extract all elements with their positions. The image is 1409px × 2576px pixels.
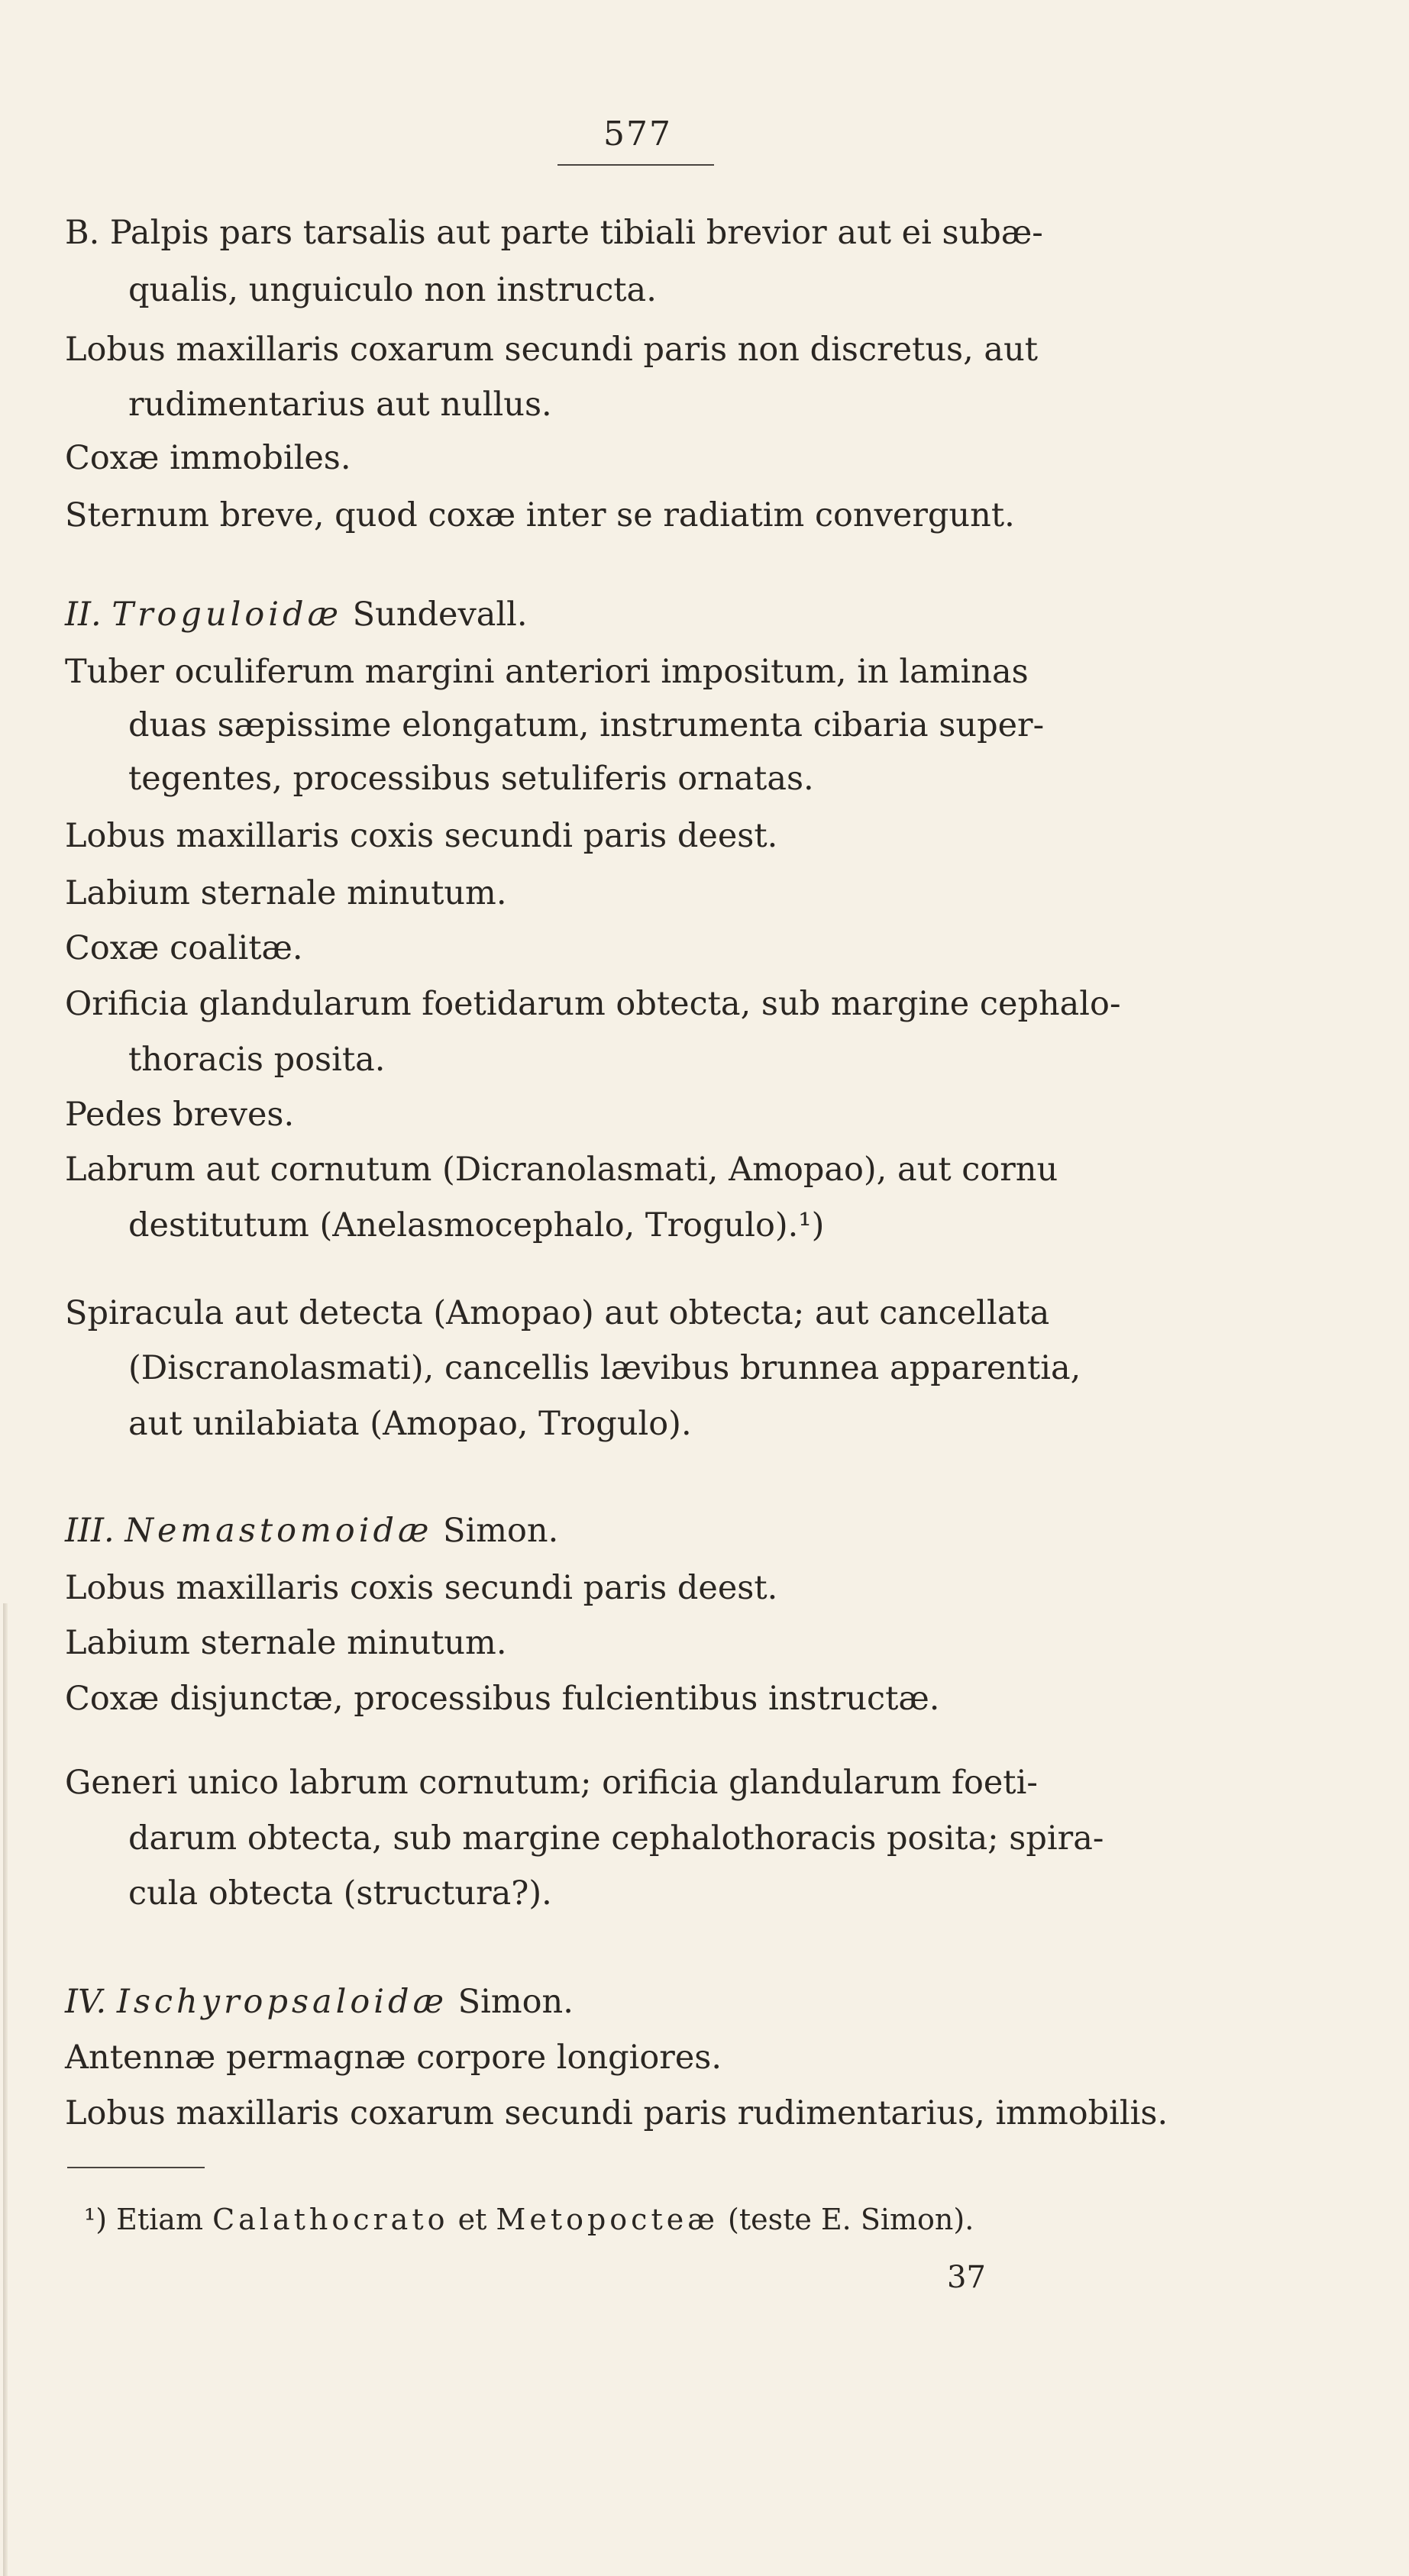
authority: Simon.: [432, 1512, 559, 1550]
text-line: Lobus maxillaris coxis secundi paris deest.: [65, 817, 778, 855]
printer-signature: 37: [947, 2260, 986, 2295]
text-line: Coxæ disjunctæ, processibus fulcientibus instructæ.: [65, 1680, 940, 1718]
text-line: (Discranolasmati), cancellis lævibus brunnea apparentia,: [128, 1349, 1081, 1387]
section-number: II.: [65, 596, 102, 634]
family-name: Troguloidæ: [111, 596, 342, 634]
text-line: Antennæ permagnæ corpore longiores.: [65, 2039, 722, 2077]
family-name: Ischyropsaloidæ: [116, 1983, 448, 2021]
text-line: B. Palpis pars tarsalis aut parte tibiali brevior aut ei subæ-: [65, 214, 1043, 252]
text-line: duas sæpissime elongatum, instrumenta cibaria super-: [128, 706, 1045, 744]
page-number: 577: [603, 115, 672, 153]
text-line: Labium sternale minutum.: [65, 874, 507, 912]
section-heading-iv: [65, 1979, 574, 2025]
text-line: cula obtecta (structura?).: [128, 1874, 552, 1913]
footnote-rule: [67, 2167, 205, 2168]
authority: Sundevall.: [342, 596, 528, 634]
footnote-genus: Metopocteæ: [496, 2203, 719, 2236]
footnote-marker: ¹): [84, 2203, 108, 2236]
text-line: Generi unico labrum cornutum; orificia glandularum foeti-: [65, 1764, 1038, 1802]
text-line: Coxæ immobiles.: [65, 439, 351, 477]
authority: Simon.: [448, 1983, 574, 2021]
text-line: Labium sternale minutum.: [65, 1624, 507, 1662]
text-line: Sternum breve, quod coxæ inter se radiatim convergunt.: [65, 496, 1015, 534]
text-line: qualis, unguiculo non instructa.: [128, 271, 657, 309]
footnote-genus: Calathocrato: [212, 2203, 449, 2236]
section-number: III.: [65, 1512, 115, 1550]
footnote-text: Etiam: [107, 2203, 213, 2236]
text-line: darum obtecta, sub margine cephalothoracis posita; spira-: [128, 1819, 1104, 1858]
text-line: Pedes breves.: [65, 1096, 295, 1134]
footnote: [84, 2203, 974, 2236]
text-line: thoracis posita.: [128, 1041, 386, 1079]
text-line: Tuber oculiferum margini anteriori impositum, in laminas: [65, 653, 1029, 691]
text-line: Lobus maxillaris coxarum secundi paris non discretus, aut: [65, 331, 1039, 369]
text-line: rudimentarius aut nullus.: [128, 386, 552, 424]
text-line: tegentes, processibus setuliferis ornatas.: [128, 760, 814, 798]
footnote-text: et: [448, 2203, 496, 2236]
section-number: IV.: [65, 1983, 107, 2021]
footnote-text: (teste E. Simon).: [718, 2203, 974, 2236]
text-line: Labrum aut cornutum (Dicranolasmati, Amopao), aut cornu: [65, 1151, 1058, 1189]
text-line: Lobus maxillaris coxis secundi paris deest.: [65, 1569, 778, 1607]
text-line: Coxæ coalitæ.: [65, 929, 303, 967]
family-name: Nemastomoidæ: [124, 1512, 433, 1550]
text-line: Lobus maxillaris coxarum secundi paris rudimentarius, immobilis.: [65, 2094, 1168, 2132]
section-heading-iii: [65, 1508, 558, 1554]
text-line: Spiracula aut detecta (Amopao) aut obtecta; aut cancellata: [65, 1294, 1050, 1332]
text-line: destitutum (Anelasmocephalo, Trogulo).¹): [128, 1206, 825, 1244]
text-line: Orificia glandularum foetidarum obtecta, sub margine cephalo-: [65, 985, 1121, 1023]
page-number-rule: [557, 164, 714, 166]
text-line: aut unilabiata (Amopao, Trogulo).: [128, 1405, 692, 1443]
page-edge-shadow: [3, 1603, 8, 2576]
section-heading-ii: [65, 592, 528, 638]
